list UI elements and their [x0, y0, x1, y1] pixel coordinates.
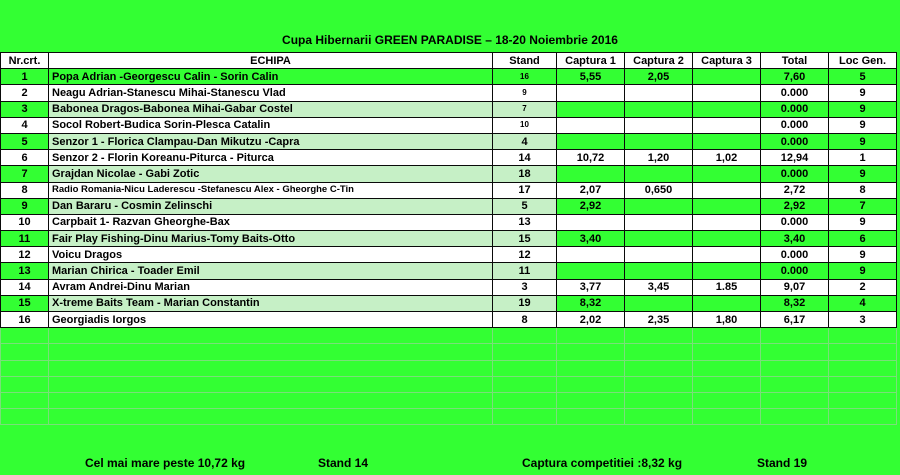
- empty-cell: [761, 409, 829, 425]
- cell-captura-1: 3,40: [557, 231, 625, 247]
- empty-cell: [1, 409, 49, 425]
- header-total: Total: [761, 53, 829, 69]
- cell-captura-3: [693, 133, 761, 149]
- empty-cell: [49, 376, 493, 392]
- header-captura-3: Captura 3: [693, 53, 761, 69]
- empty-cell: [557, 328, 625, 344]
- table-row: [1, 295, 897, 311]
- cell-captura-2: 1,20: [625, 150, 693, 166]
- cell-captura-1: [557, 85, 625, 101]
- cell-stand: 4: [493, 133, 557, 149]
- table-row: [1, 133, 897, 149]
- cell-nr: 15: [1, 295, 49, 311]
- empty-cell: [1, 392, 49, 408]
- cell-total: 0.000: [761, 263, 829, 279]
- results-table: [0, 52, 897, 425]
- cell-captura-2: [625, 231, 693, 247]
- empty-cell: [693, 344, 761, 360]
- cell-total: 3,40: [761, 231, 829, 247]
- cell-team: Marian Chirica - Toader Emil: [49, 263, 493, 279]
- cell-nr: 5: [1, 133, 49, 149]
- empty-cell: [625, 344, 693, 360]
- cell-stand: 5: [493, 198, 557, 214]
- empty-row: [1, 409, 897, 425]
- cell-total: 12,94: [761, 150, 829, 166]
- cell-captura-3: [693, 117, 761, 133]
- cell-captura-2: [625, 166, 693, 182]
- cell-captura-3: [693, 198, 761, 214]
- cell-captura-1: [557, 214, 625, 230]
- cell-loc: 9: [829, 133, 897, 149]
- header-captura-1: Captura 1: [557, 53, 625, 69]
- cell-captura-2: [625, 247, 693, 263]
- empty-cell: [49, 328, 493, 344]
- cell-captura-3: [693, 69, 761, 85]
- cell-nr: 3: [1, 101, 49, 117]
- cell-stand: 10: [493, 117, 557, 133]
- empty-cell: [829, 392, 897, 408]
- cell-total: 9,07: [761, 279, 829, 295]
- cell-captura-3: [693, 214, 761, 230]
- header-loc: Loc Gen.: [829, 53, 897, 69]
- empty-cell: [557, 392, 625, 408]
- cell-loc: 1: [829, 150, 897, 166]
- footer-competition-catch: Captura competitiei :8,32 kg: [522, 456, 683, 470]
- cell-captura-2: 2,05: [625, 69, 693, 85]
- cell-nr: 10: [1, 214, 49, 230]
- empty-row: [1, 392, 897, 408]
- header-captura-2: Captura 2: [625, 53, 693, 69]
- cell-stand: 3: [493, 279, 557, 295]
- empty-cell: [693, 409, 761, 425]
- cell-loc: 5: [829, 69, 897, 85]
- empty-cell: [1, 328, 49, 344]
- cell-stand: 13: [493, 214, 557, 230]
- empty-cell: [49, 344, 493, 360]
- cell-loc: 3: [829, 312, 897, 328]
- cell-stand: 18: [493, 166, 557, 182]
- empty-cell: [693, 328, 761, 344]
- cell-captura-2: [625, 85, 693, 101]
- cell-total: 7,60: [761, 69, 829, 85]
- empty-cell: [493, 376, 557, 392]
- cell-total: 0.000: [761, 133, 829, 149]
- cell-captura-3: [693, 231, 761, 247]
- cell-stand: 11: [493, 263, 557, 279]
- cell-stand: 8: [493, 312, 557, 328]
- cell-loc: 9: [829, 166, 897, 182]
- cell-total: 8,32: [761, 295, 829, 311]
- empty-cell: [829, 376, 897, 392]
- cell-loc: 7: [829, 198, 897, 214]
- cell-captura-1: [557, 101, 625, 117]
- cell-loc: 8: [829, 182, 897, 198]
- empty-cell: [557, 344, 625, 360]
- cell-loc: 9: [829, 214, 897, 230]
- cell-total: 0.000: [761, 214, 829, 230]
- footer-max-stand: Stand 14: [318, 456, 369, 470]
- empty-cell: [625, 328, 693, 344]
- cell-captura-3: [693, 101, 761, 117]
- cell-total: 0.000: [761, 101, 829, 117]
- table-row: [1, 117, 897, 133]
- table-row: [1, 231, 897, 247]
- cell-team: Radio Romania-Nicu Laderescu -Stefanescu Alex - Gheorghe C-Tin: [49, 182, 493, 198]
- cell-captura-1: 3,77: [557, 279, 625, 295]
- table-row: [1, 247, 897, 263]
- cell-captura-1: 2,07: [557, 182, 625, 198]
- cell-nr: 11: [1, 231, 49, 247]
- empty-cell: [693, 392, 761, 408]
- empty-cell: [829, 328, 897, 344]
- cell-captura-1: 2,02: [557, 312, 625, 328]
- empty-cell: [1, 360, 49, 376]
- cell-team: Dan Bararu - Cosmin Zelinschi: [49, 198, 493, 214]
- table-row: [1, 312, 897, 328]
- cell-captura-3: [693, 182, 761, 198]
- cell-nr: 4: [1, 117, 49, 133]
- empty-cell: [49, 409, 493, 425]
- empty-row: [1, 328, 897, 344]
- cell-stand: 17: [493, 182, 557, 198]
- cell-captura-1: 5,55: [557, 69, 625, 85]
- cell-nr: 12: [1, 247, 49, 263]
- cell-captura-2: [625, 133, 693, 149]
- cell-captura-3: [693, 295, 761, 311]
- header-row: [1, 53, 897, 69]
- cell-team: Neagu Adrian-Stanescu Mihai-Stanescu Vlad: [49, 85, 493, 101]
- empty-cell: [557, 409, 625, 425]
- cell-total: 0.000: [761, 85, 829, 101]
- empty-cell: [49, 392, 493, 408]
- cell-team: Senzor 1 - Florica Clampau-Dan Mikutzu -Capra: [49, 133, 493, 149]
- cell-captura-1: 2,92: [557, 198, 625, 214]
- cell-nr: 6: [1, 150, 49, 166]
- empty-cell: [625, 360, 693, 376]
- cell-captura-2: [625, 263, 693, 279]
- empty-cell: [829, 409, 897, 425]
- cell-stand: 19: [493, 295, 557, 311]
- cell-nr: 14: [1, 279, 49, 295]
- empty-cell: [625, 409, 693, 425]
- cell-total: 6,17: [761, 312, 829, 328]
- cell-nr: 8: [1, 182, 49, 198]
- table-row: [1, 150, 897, 166]
- cell-captura-1: [557, 247, 625, 263]
- cell-nr: 13: [1, 263, 49, 279]
- cell-captura-1: 10,72: [557, 150, 625, 166]
- footer-max-fish: Cel mai mare peste 10,72 kg: [85, 456, 246, 470]
- cell-nr: 16: [1, 312, 49, 328]
- cell-loc: 9: [829, 247, 897, 263]
- empty-cell: [49, 360, 493, 376]
- table-row: [1, 214, 897, 230]
- cell-captura-2: 2,35: [625, 312, 693, 328]
- header-nr: Nr.crt.: [1, 53, 49, 69]
- empty-cell: [557, 360, 625, 376]
- cell-captura-3: [693, 263, 761, 279]
- cell-captura-1: [557, 133, 625, 149]
- empty-cell: [693, 360, 761, 376]
- cell-loc: 6: [829, 231, 897, 247]
- cell-captura-2: [625, 214, 693, 230]
- cell-team: Popa Adrian -Georgescu Calin - Sorin Calin: [49, 69, 493, 85]
- cell-total: 0.000: [761, 117, 829, 133]
- cell-loc: 2: [829, 279, 897, 295]
- cell-captura-3: 1.85: [693, 279, 761, 295]
- empty-cell: [493, 409, 557, 425]
- cell-captura-2: [625, 198, 693, 214]
- empty-cell: [761, 344, 829, 360]
- cell-team: Georgiadis Iorgos: [49, 312, 493, 328]
- page-title: Cupa Hibernarii GREEN PARADISE – 18-20 Noiembrie 2016: [282, 33, 618, 47]
- cell-captura-3: [693, 85, 761, 101]
- table-row: [1, 279, 897, 295]
- empty-cell: [1, 344, 49, 360]
- empty-cell: [493, 392, 557, 408]
- cell-captura-2: [625, 117, 693, 133]
- cell-team: Fair Play Fishing-Dinu Marius-Tomy Baits-Otto: [49, 231, 493, 247]
- cell-captura-2: [625, 295, 693, 311]
- cell-captura-3: 1,80: [693, 312, 761, 328]
- table-body: [1, 53, 897, 425]
- cell-captura-1: 8,32: [557, 295, 625, 311]
- table-row: [1, 263, 897, 279]
- cell-stand: 12: [493, 247, 557, 263]
- cell-loc: 9: [829, 101, 897, 117]
- table-row: [1, 69, 897, 85]
- header-stand: Stand: [493, 53, 557, 69]
- empty-cell: [829, 360, 897, 376]
- empty-cell: [761, 328, 829, 344]
- cell-captura-2: 3,45: [625, 279, 693, 295]
- empty-cell: [761, 360, 829, 376]
- table-row: [1, 166, 897, 182]
- table-row: [1, 101, 897, 117]
- cell-team: Socol Robert-Budica Sorin-Plesca Catalin: [49, 117, 493, 133]
- footer-competition-stand: Stand 19: [757, 456, 808, 470]
- cell-total: 0.000: [761, 247, 829, 263]
- empty-cell: [625, 392, 693, 408]
- cell-team: X-treme Baits Team - Marian Constantin: [49, 295, 493, 311]
- cell-captura-3: 1,02: [693, 150, 761, 166]
- empty-cell: [761, 376, 829, 392]
- empty-cell: [493, 328, 557, 344]
- empty-cell: [1, 376, 49, 392]
- cell-captura-1: [557, 117, 625, 133]
- cell-captura-2: [625, 101, 693, 117]
- cell-captura-3: [693, 166, 761, 182]
- cell-team: Carpbait 1- Razvan Gheorghe-Bax: [49, 214, 493, 230]
- cell-team: Avram Andrei-Dinu Marian: [49, 279, 493, 295]
- empty-row: [1, 376, 897, 392]
- header-team: ECHIPA: [49, 53, 493, 69]
- table-row: [1, 182, 897, 198]
- cell-total: 2,92: [761, 198, 829, 214]
- table-row: [1, 198, 897, 214]
- empty-row: [1, 360, 897, 376]
- empty-cell: [761, 392, 829, 408]
- cell-team: Voicu Dragos: [49, 247, 493, 263]
- empty-cell: [493, 360, 557, 376]
- cell-captura-2: 0,650: [625, 182, 693, 198]
- cell-team: Babonea Dragos-Babonea Mihai-Gabar Costel: [49, 101, 493, 117]
- cell-nr: 9: [1, 198, 49, 214]
- empty-cell: [557, 376, 625, 392]
- cell-team: Grajdan Nicolae - Gabi Zotic: [49, 166, 493, 182]
- cell-loc: 9: [829, 263, 897, 279]
- cell-nr: 1: [1, 69, 49, 85]
- empty-cell: [493, 344, 557, 360]
- table-row: [1, 85, 897, 101]
- cell-stand: 7: [493, 101, 557, 117]
- cell-nr: 2: [1, 85, 49, 101]
- cell-stand: 16: [493, 69, 557, 85]
- empty-cell: [693, 376, 761, 392]
- cell-captura-1: [557, 263, 625, 279]
- cell-loc: 4: [829, 295, 897, 311]
- cell-total: 2,72: [761, 182, 829, 198]
- empty-cell: [625, 376, 693, 392]
- empty-cell: [829, 344, 897, 360]
- cell-stand: 14: [493, 150, 557, 166]
- cell-loc: 9: [829, 117, 897, 133]
- cell-total: 0.000: [761, 166, 829, 182]
- cell-nr: 7: [1, 166, 49, 182]
- cell-stand: 9: [493, 85, 557, 101]
- cell-team: Senzor 2 - Florin Koreanu-Piturca - Piturca: [49, 150, 493, 166]
- cell-captura-1: [557, 166, 625, 182]
- cell-captura-3: [693, 247, 761, 263]
- empty-row: [1, 344, 897, 360]
- cell-loc: 9: [829, 85, 897, 101]
- cell-stand: 15: [493, 231, 557, 247]
